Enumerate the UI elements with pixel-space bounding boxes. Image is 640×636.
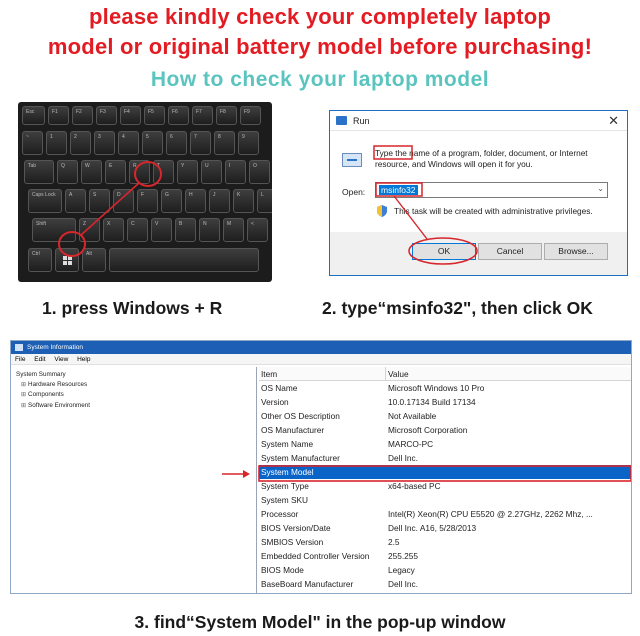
key: 4 — [118, 131, 139, 155]
row-item: System Manufacturer — [261, 453, 340, 463]
row-value: Legacy — [388, 565, 415, 575]
si-annotation — [11, 341, 632, 594]
key: 6 — [166, 131, 187, 155]
system-model-highlight-box — [259, 466, 631, 481]
key: F1 — [48, 106, 69, 125]
key: F3 — [96, 106, 117, 125]
key: Shift — [32, 218, 76, 242]
column-header-value[interactable]: Value — [388, 369, 409, 379]
keyboard-image — [18, 102, 272, 282]
row-value: Dell Inc. A16, 5/28/2013 — [388, 523, 477, 533]
pointer-arrow-head — [243, 470, 250, 478]
key: M — [223, 218, 244, 242]
system-information-window — [10, 340, 632, 594]
row-item: System SKU — [261, 495, 309, 505]
key: V — [151, 218, 172, 242]
key: F — [137, 189, 158, 213]
column-header-item[interactable]: Item — [261, 367, 386, 381]
row-item: Processor — [261, 509, 299, 519]
key: O — [249, 160, 270, 184]
key: G — [161, 189, 182, 213]
key: W — [81, 160, 102, 184]
key: F6 — [168, 106, 189, 125]
key: 9 — [238, 131, 259, 155]
run-title: Run — [353, 115, 370, 126]
step-3-caption: 3. find“System Model" in the pop-up window — [134, 612, 506, 632]
input-highlight-box — [376, 183, 422, 196]
run-dialog — [329, 110, 628, 276]
key: R — [129, 160, 150, 184]
key: Esc — [22, 106, 45, 125]
key: S — [89, 189, 110, 213]
si-title: System Information — [27, 344, 83, 351]
close-icon[interactable]: ✕ — [608, 113, 619, 128]
row-value: Dell Inc. — [388, 453, 418, 463]
open-label: Open: — [342, 187, 366, 197]
subtitle: How to check your laptop model — [150, 68, 490, 91]
windows-key-highlight-circle — [59, 232, 85, 256]
step-2-caption: 2. type“msinfo32", then click OK — [322, 298, 593, 318]
menu-file[interactable]: File — [15, 356, 26, 363]
key: N — [199, 218, 220, 242]
key: 8 — [214, 131, 235, 155]
headline-line-1: please kindly check your completely laptop — [89, 4, 551, 29]
key: A — [65, 189, 86, 213]
tree-item-hardware-resources[interactable]: ⊞ Hardware Resources — [16, 380, 251, 391]
key: H — [185, 189, 206, 213]
ok-button[interactable]: OK — [412, 243, 476, 260]
key: Q — [57, 160, 78, 184]
key: L — [257, 189, 272, 213]
key: J — [209, 189, 230, 213]
headline-line-2: model or original battery model before purchasing! — [47, 34, 593, 59]
open-input-value: msinfo32 — [381, 185, 416, 195]
row-item: OS Manufacturer — [261, 425, 325, 435]
admin-note: This task will be created with administrative privileges. — [394, 206, 593, 216]
key: D — [113, 189, 134, 213]
key: 7 — [190, 131, 211, 155]
browse-button[interactable]: Browse... — [544, 243, 608, 260]
key: 5 — [142, 131, 163, 155]
row-item: Other OS Description — [261, 411, 340, 421]
key: Z — [79, 218, 100, 242]
key: C — [127, 218, 148, 242]
row-value: Microsoft Windows 10 Pro — [388, 383, 485, 393]
row-value: 10.0.17134 Build 17134 — [388, 397, 476, 407]
row-value: 255.255 — [388, 551, 418, 561]
key: 2 — [70, 131, 91, 155]
menu-edit[interactable]: Edit — [34, 356, 46, 363]
row-item: System Name — [261, 439, 314, 449]
key: F2 — [72, 106, 93, 125]
key: Alt — [82, 248, 106, 272]
key: F5 — [144, 106, 165, 125]
key: ~ — [22, 131, 43, 155]
row-value: Intel(R) Xeon(R) CPU E5520 @ 2.27GHz, 2262 Mhz, ... — [388, 509, 593, 519]
run-annotation — [330, 111, 629, 277]
row-item: BIOS Version/Date — [261, 523, 331, 533]
menu-view[interactable]: View — [54, 356, 69, 363]
key: Tab — [24, 160, 54, 184]
key: B — [175, 218, 196, 242]
cancel-button[interactable]: Cancel — [478, 243, 542, 260]
row-item: Embedded Controller Version — [261, 551, 370, 561]
key: T — [153, 160, 174, 184]
key: U — [201, 160, 222, 184]
key: X — [103, 218, 124, 242]
step-1-caption: 1. press Windows + R — [42, 298, 223, 318]
type-highlight-box — [374, 146, 412, 159]
tree-item-system-summary[interactable]: System Summary — [16, 371, 66, 378]
key: K — [233, 189, 254, 213]
row-item: BaseBoard Manufacturer — [261, 579, 354, 589]
ok-highlight-circle — [409, 238, 477, 264]
row-item: OS Name — [261, 383, 298, 393]
key: 3 — [94, 131, 115, 155]
row-value: Dell Inc. — [388, 579, 418, 589]
menu-help[interactable]: Help — [77, 356, 91, 363]
run-annotation-line — [394, 196, 427, 239]
key: F9 — [240, 106, 261, 125]
row-value: MARCO-PC — [388, 439, 434, 449]
key: F8 — [216, 106, 237, 125]
key: F7 — [192, 106, 213, 125]
key: E — [105, 160, 126, 184]
key: I — [225, 160, 246, 184]
key: 1 — [46, 131, 67, 155]
key: Caps Lock — [28, 189, 62, 213]
r-key-highlight-circle — [135, 162, 161, 186]
row-value: Microsoft Corporation — [388, 425, 468, 435]
row-value: 2.5 — [388, 537, 400, 547]
key: < — [247, 218, 268, 242]
key: F4 — [120, 106, 141, 125]
row-value: x64-based PC — [388, 481, 441, 491]
tree-item-components[interactable]: ⊞ Components — [16, 390, 251, 401]
row-item: System Model — [261, 467, 314, 477]
row-value: Not Available — [388, 411, 437, 421]
tree-item-software-environment[interactable]: ⊞ Software Environment — [16, 401, 251, 412]
annotation-line — [81, 183, 139, 235]
run-description: Type the name of a program, folder, document, or Internet resource, and Windows will open it for you. — [375, 148, 588, 169]
key: Ctrl — [28, 248, 52, 272]
row-item: Version — [261, 397, 289, 407]
keyboard-annotation — [18, 102, 272, 282]
row-item: BIOS Mode — [261, 565, 304, 575]
row-item: SMBIOS Version — [261, 537, 324, 547]
key: Y — [177, 160, 198, 184]
row-item: System Type — [261, 481, 309, 491]
chevron-down-icon[interactable]: ⌄ — [597, 184, 604, 193]
